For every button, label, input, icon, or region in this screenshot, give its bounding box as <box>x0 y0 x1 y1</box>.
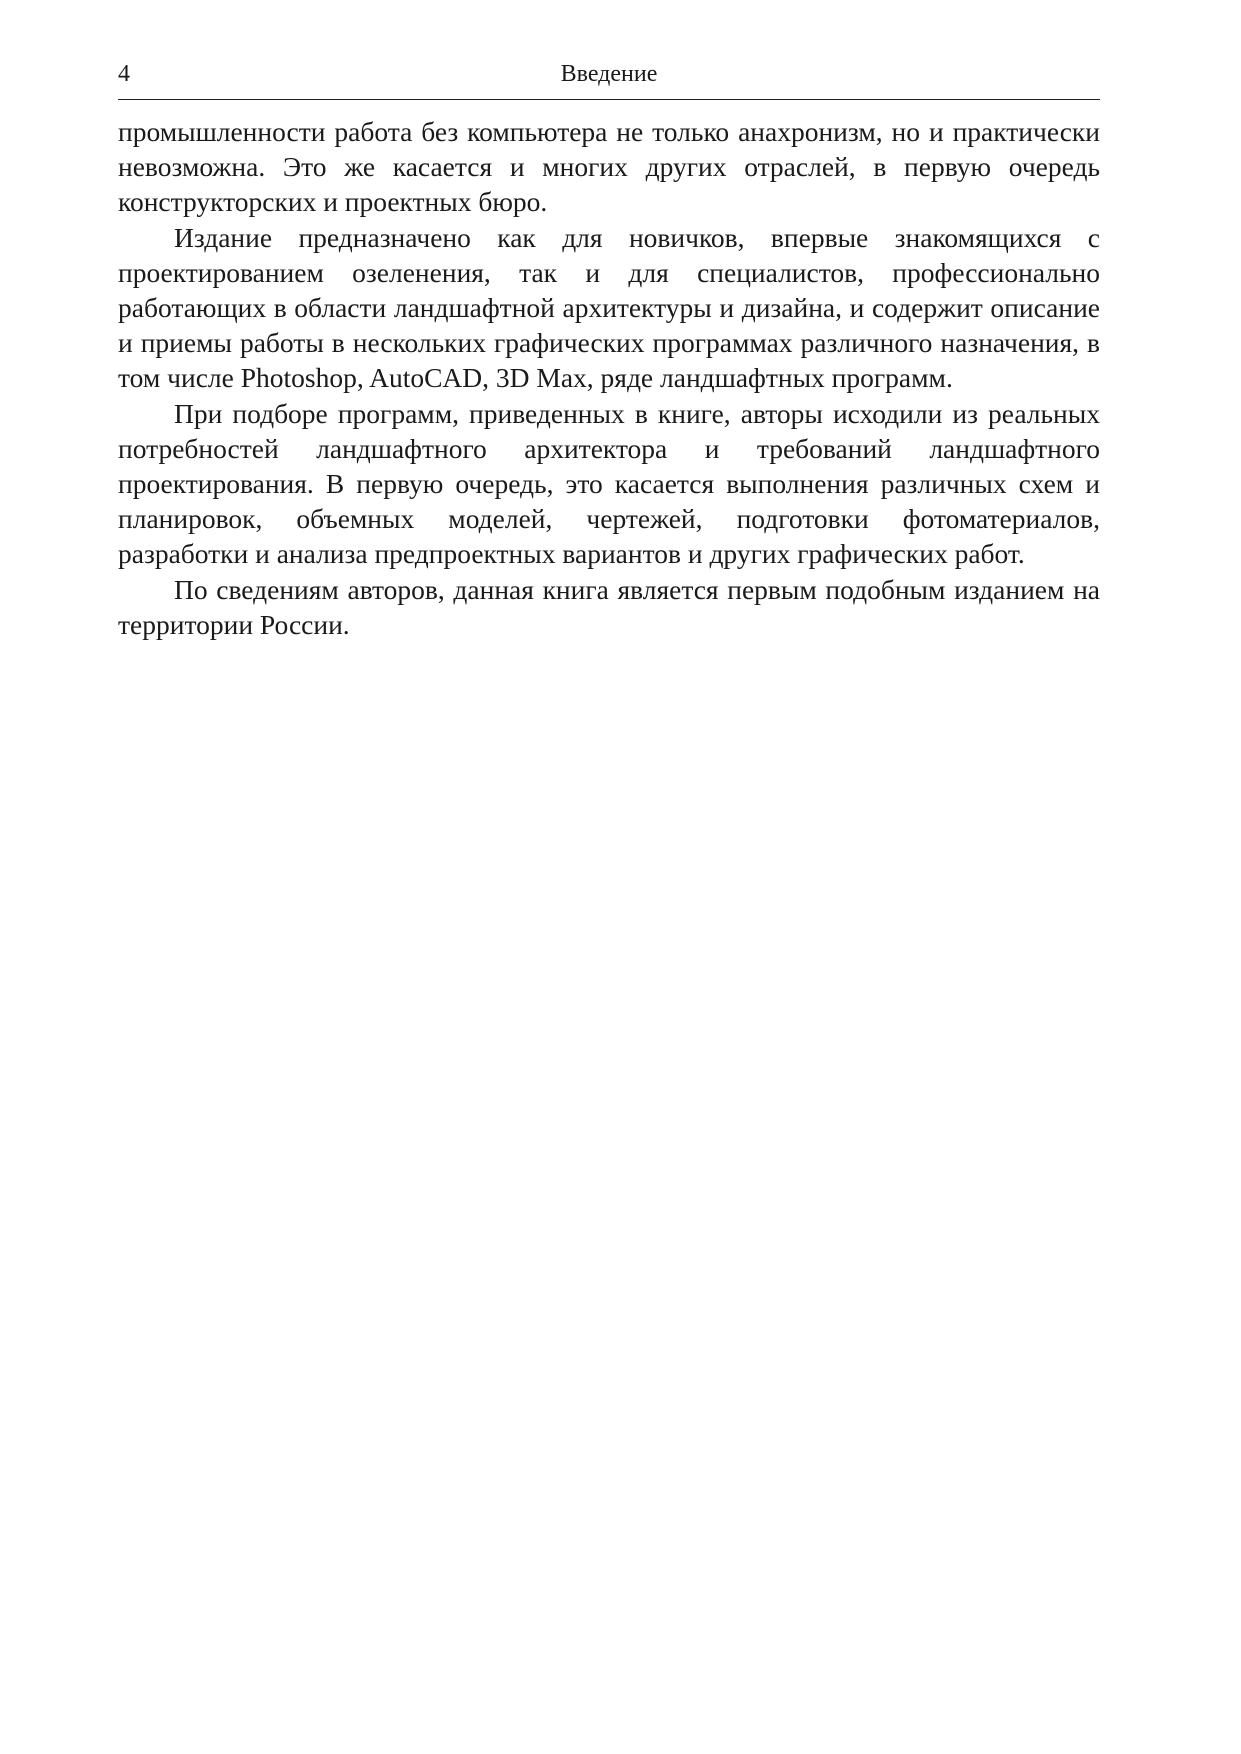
paragraph: Издание предназначено как для новичков, впервые знакомящихся с проектированием озеленения, так и для специалистов, профессионально работающих в области ландшафтной архитектуры и дизайна, и содержит описание и приемы работы в нескольких графических программах различного назначения, в том числе Photoshop, AutoCAD, 3D Max, ряде ландшафтных программ. <box>118 221 1100 394</box>
section-title: Введение <box>560 61 658 87</box>
paragraph: При подборе программ, приведенных в книге, авторы исходили из реальных потребностей ландшафтного архитектора и требований ландшафтного проектирования. В первую очередь, это касается выполнения различных схем и планировок, объемных моделей, чертежей, подготовки фотоматериалов, разработки и анализа предпроектных вариантов и других графических работ. <box>118 397 1100 570</box>
body-text <box>118 114 1100 642</box>
paragraph: По сведениям авторов, данная книга является первым подобным изданием на территории России. <box>118 573 1100 640</box>
running-head <box>118 55 1100 100</box>
book-page <box>118 55 1100 642</box>
paragraph-continued: промышленности работа без компьютера не только анахронизм, но и практически невозможна. Это же касается и многих других отраслей, в первую очередь конструкторских и проектных бюро. <box>118 116 1100 218</box>
page-number: 4 <box>118 61 130 87</box>
